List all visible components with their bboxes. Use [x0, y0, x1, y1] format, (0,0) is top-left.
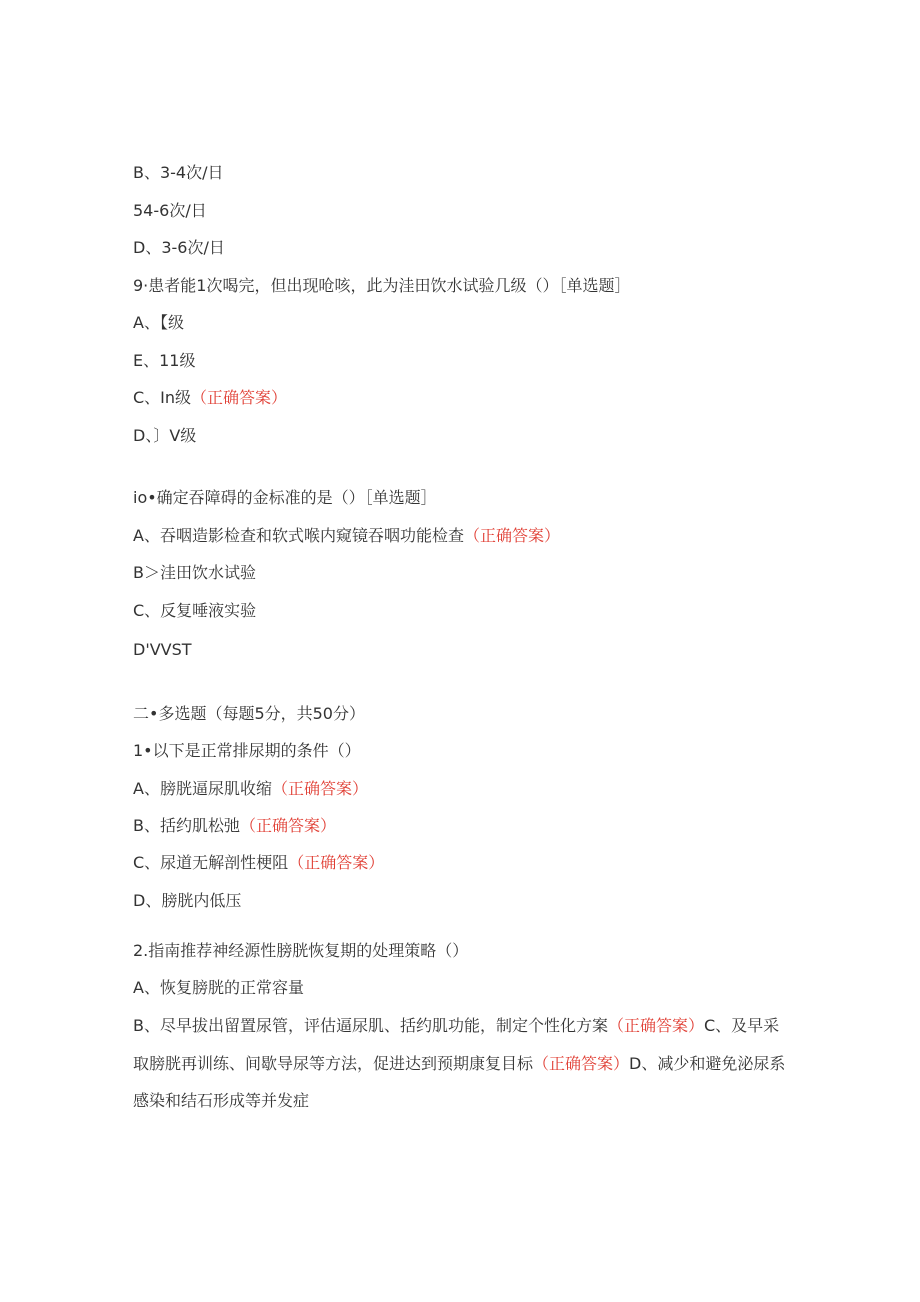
mq1-option-a — [133, 779, 368, 799]
q10-option-a — [133, 526, 560, 546]
correct-answer-mark: （正确答案） — [463, 526, 560, 545]
q10-question: io•确定吞障碍的金标准的是（）［单选题］ — [133, 488, 437, 507]
correct-answer-mark: （正确答案） — [271, 779, 368, 798]
mq1-option-b — [133, 816, 336, 836]
q8-option-c: 54-6次/日 — [133, 201, 207, 220]
q10-option-b: B＞洼田饮水试验 — [133, 563, 256, 582]
mq1-option-c-text: C、尿道无解剖性梗阻 — [133, 853, 289, 872]
q8-option-b: B、3-4次/日 — [133, 163, 224, 182]
mq1-question: 1•以下是正常排尿期的条件（） — [133, 741, 361, 760]
q9-option-b: E、11级 — [133, 351, 196, 370]
mq2-options-paragraph — [133, 1007, 793, 1120]
q9-option-c — [133, 388, 287, 408]
mq2-option-d-text: D、减少和避免泌尿系感染和结石形成等并发症 — [133, 1053, 786, 1110]
q10-option-a-text: A、吞咽造影检查和软式喉内窥镜吞咽功能检查 — [133, 526, 464, 545]
mq2-option-a: A、恢复膀胱的正常容量 — [133, 978, 304, 997]
q10-option-d: D'VVST — [133, 640, 192, 659]
correct-answer-mark: （正确答案） — [288, 853, 385, 872]
correct-answer-mark: （正确答案） — [607, 1016, 704, 1035]
q8-option-d: D、3-6次/日 — [133, 238, 225, 257]
mq2-option-c-text: C、及早采取膀胱再训练、间歇导尿等方法，促进达到预期康复目标 — [133, 1016, 780, 1073]
mq2-option-b-text: B、尽早拔出留置尿管，评估逼尿肌、括约肌功能，制定个性化方案 — [133, 1016, 608, 1035]
correct-answer-mark: （正确答案） — [533, 1053, 630, 1073]
correct-answer-mark: （正确答案） — [191, 388, 288, 407]
mq2-question: 2.指南推荐神经源性膀胱恢复期的处理策略（） — [133, 941, 469, 960]
q9-option-d: D、〕V级 — [133, 426, 197, 445]
mq1-option-c — [133, 853, 384, 873]
correct-answer-mark: （正确答案） — [239, 816, 336, 835]
q9-question: 9·患者能1次喝完，但出现呛咳，此为洼田饮水试验几级（）［单选题］ — [133, 276, 631, 295]
q9-option-c-text: C、In级 — [133, 388, 192, 407]
mq1-option-b-text: B、括约肌松弛 — [133, 816, 240, 835]
q10-option-c: C、反复唾液实验 — [133, 601, 257, 620]
mq1-option-a-text: A、膀胱逼尿肌收缩 — [133, 779, 272, 798]
section2-heading: 二•多选题（每题5分，共50分） — [133, 704, 365, 723]
mq1-option-d: D、膀胱内低压 — [133, 891, 242, 910]
q9-option-a: A、【级 — [133, 313, 184, 332]
